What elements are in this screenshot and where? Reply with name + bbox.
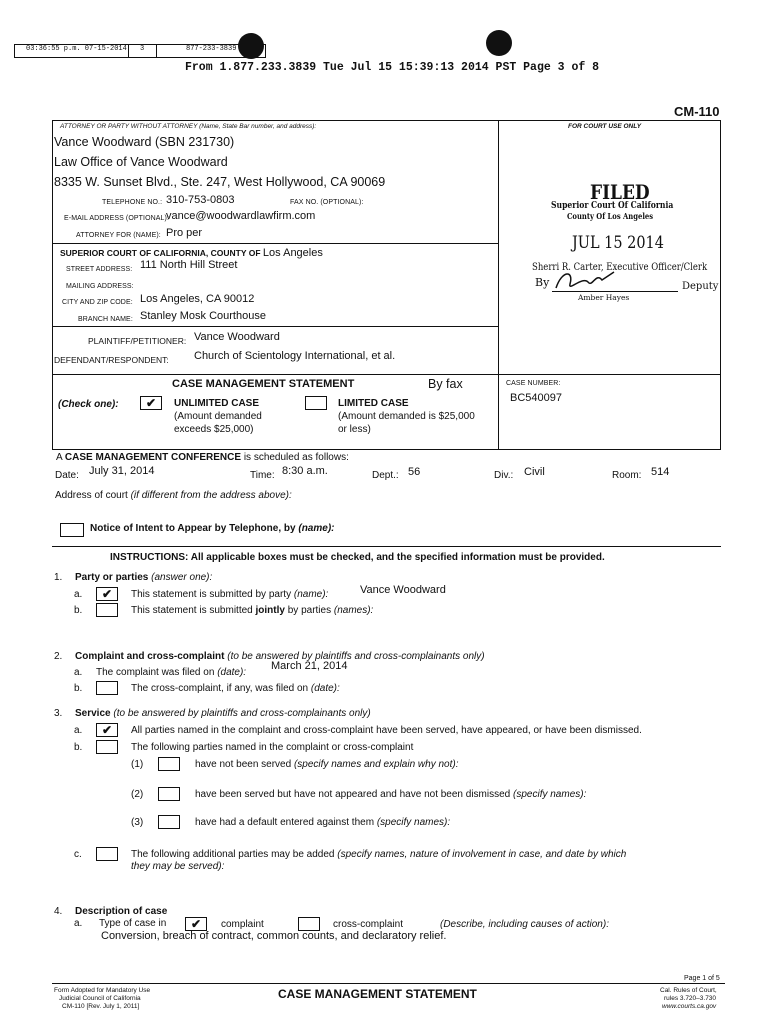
item3c-note2: they may be served): <box>131 861 225 872</box>
item4a-cross-checkbox[interactable] <box>298 917 320 931</box>
email-label: E-MAIL ADDRESS (OPTIONAL): <box>64 215 170 222</box>
item4a-complaint-label: complaint <box>221 919 264 930</box>
item3a-checkbox[interactable]: ✔ <box>96 723 118 737</box>
defendant-value: Church of Scientology International, et al. <box>194 350 396 362</box>
clerk-signature <box>552 266 622 296</box>
limited-case-label: LIMITED CASE <box>338 398 409 409</box>
item3c-checkbox[interactable] <box>96 847 118 861</box>
footer-right-2: rules 3.720–3.730 <box>664 995 717 1002</box>
item3b1-checkbox[interactable] <box>158 757 180 771</box>
fax-time: 03:36:55 p.m. 07-15-2014 <box>26 45 127 53</box>
fax-phone: 877-233-3839 <box>186 45 237 53</box>
item3b1-num: (1) <box>131 759 144 770</box>
item2a-text: The complaint was filed on (date): <box>96 667 247 678</box>
item3b3-checkbox[interactable] <box>158 815 180 829</box>
attorney-name: Vance Woodward (SBN 231730) <box>54 135 235 149</box>
item1a-text: This statement is submitted by party (name): <box>131 589 329 600</box>
unlimited-sub2: exceeds $25,000) <box>174 424 254 435</box>
item3-num: 3. <box>54 708 63 719</box>
attorney-label: ATTORNEY OR PARTY WITHOUT ATTORNEY (Name, State Bar number, and address): <box>60 123 317 130</box>
item3b-text: The following parties named in the complaint or cross-complaint <box>131 742 414 753</box>
plaintiff-value: Vance Woodward <box>194 331 280 343</box>
item4-title: Description of case <box>75 906 168 917</box>
stamp-officer: Sherri R. Carter, Executive Officer/Clerk <box>532 262 708 273</box>
item4a-text: Type of case in <box>99 918 167 929</box>
item1-title: Party or parties (answer one): <box>75 572 213 583</box>
item1-num: 1. <box>54 572 63 583</box>
stamp-county: County Of Los Angeles <box>567 211 654 221</box>
item1b-text: This statement is submitted jointly by parties (names): <box>131 605 374 616</box>
footer-left-2: Judicial Council of California <box>59 995 141 1002</box>
stamp-filed: FILED <box>590 180 650 204</box>
email-value: vance@woodwardlawfirm.com <box>166 210 316 222</box>
item4a-cross-label: cross-complaint <box>333 919 404 930</box>
div-label: Div.: <box>494 470 514 481</box>
item1b-letter: b. <box>74 605 83 616</box>
footer-right-1: Cal. Rules of Court, <box>660 987 717 994</box>
attorney-for-value: Pro per <box>166 227 203 239</box>
footer-right-3: www.courts.ca.gov <box>662 1003 717 1010</box>
item4a-note: (Describe, including causes of action): <box>440 919 609 930</box>
telephone-notice: Notice of Intent to Appear by Telephone, by (name): <box>90 523 335 534</box>
instructions: INSTRUCTIONS: All applicable boxes must be checked, and the specified information must be provided. <box>110 552 605 563</box>
attorney-for-label: ATTORNEY FOR (NAME): <box>76 232 161 239</box>
item3c-text: The following additional parties may be added (specify names, nature of involvement in case, and date by which <box>131 849 627 860</box>
stamp-date: JUL 15 2014 <box>572 233 664 253</box>
item1b-checkbox[interactable] <box>96 603 118 617</box>
item1a-value: Vance Woodward <box>360 584 446 596</box>
attorney-firm: Law Office of Vance Woodward <box>54 155 228 169</box>
item3-title: Service (to be answered by plaintiffs and cross-complainants only) <box>75 708 371 719</box>
dept-label: Dept.: <box>372 470 399 481</box>
item3b-checkbox[interactable] <box>96 740 118 754</box>
check-one-label: (Check one): <box>58 399 119 410</box>
item4a-complaint-checkbox[interactable]: ✔ <box>185 917 207 931</box>
item2a-value: March 21, 2014 <box>271 660 348 672</box>
item1a-checkbox[interactable]: ✔ <box>96 587 118 601</box>
item1a-letter: a. <box>74 589 83 600</box>
branch-label: BRANCH NAME: <box>78 316 133 323</box>
court-address-label: Address of court (if different from the address above): <box>55 490 292 501</box>
limited-case-checkbox[interactable] <box>305 396 327 410</box>
case-number-label: CASE NUMBER: <box>506 380 561 387</box>
form-id: CM-110 <box>674 104 720 119</box>
time-value: 8:30 a.m. <box>282 465 328 477</box>
conference-intro: A CASE MANAGEMENT CONFERENCE is scheduled as follows: <box>56 452 349 463</box>
div-value: Civil <box>524 466 545 478</box>
stamp-court: Superior Court Of California <box>551 201 674 211</box>
item3b3-text: have had a default entered against them (specify names): <box>195 817 451 828</box>
stamp-deputy-name: Amber Hayes <box>578 293 630 302</box>
branch-value: Stanley Mosk Courthouse <box>140 310 266 322</box>
item3b-letter: b. <box>74 742 83 753</box>
footer-left-1: Form Adopted for Mandatory Use <box>54 987 151 994</box>
unlimited-sub1: (Amount demanded <box>174 411 262 422</box>
unlimited-case-label: UNLIMITED CASE <box>174 398 259 409</box>
item3b3-num: (3) <box>131 817 144 828</box>
item4-num: 4. <box>54 906 63 917</box>
date-label: Date: <box>55 470 79 481</box>
date-value: July 31, 2014 <box>89 465 155 477</box>
city-value: Los Angeles, CA 90012 <box>140 293 255 305</box>
plaintiff-label: PLAINTIFF/PETITIONER: <box>88 336 187 346</box>
punch-hole-2 <box>486 30 512 56</box>
time-label: Time: <box>250 470 275 481</box>
item2-title: Complaint and cross-complaint (to be answered by plaintiffs and cross-complainants only) <box>75 651 485 662</box>
item2-num: 2. <box>54 651 63 662</box>
street-value: 111 North Hill Street <box>140 259 238 271</box>
footer-left-3: CM-110 [Rev. July 1, 2011] <box>62 1003 140 1010</box>
court-use-label: FOR COURT USE ONLY <box>568 123 642 130</box>
mailing-label: MAILING ADDRESS: <box>66 283 134 290</box>
attorney-address: 8335 W. Sunset Blvd., Ste. 247, West Hollywood, CA 90069 <box>54 175 386 189</box>
room-value: 514 <box>651 466 670 478</box>
item3c-letter: c. <box>74 849 82 860</box>
stamp-deputy: Deputy <box>682 281 719 292</box>
item4a-value: Conversion, breach of contract, common counts, and declaratory relief. <box>101 930 447 942</box>
by-fax-note: By fax <box>428 377 463 391</box>
item3b2-checkbox[interactable] <box>158 787 180 801</box>
defendant-label: DEFENDANT/RESPONDENT: <box>54 355 169 365</box>
limited-sub2: or less) <box>338 424 371 435</box>
case-number-value: BC540097 <box>510 392 562 404</box>
city-label: CITY AND ZIP CODE: <box>62 299 133 306</box>
statement-title: CASE MANAGEMENT STATEMENT <box>172 378 355 390</box>
telephone-value: 310-753-0803 <box>166 194 235 206</box>
item3b2-text: have been served but have not appeared and have not been dismissed (specify names): <box>195 789 587 800</box>
telephone-label: TELEPHONE NO.: <box>102 199 163 206</box>
punch-hole-1 <box>238 33 264 59</box>
dept-value: 56 <box>408 466 421 478</box>
unlimited-case-checkbox[interactable]: ✔ <box>140 396 162 410</box>
fax-header-line: From 1.877.233.3839 Tue Jul 15 15:39:13 2014 PST Page 3 of 8 <box>185 61 600 74</box>
item3b1-text: have not been served (specify names and explain why not): <box>195 759 459 770</box>
item3a-letter: a. <box>74 725 83 736</box>
footer-title: CASE MANAGEMENT STATEMENT <box>278 987 477 1001</box>
fax-no-label: FAX NO. (OPTIONAL): <box>290 199 364 206</box>
limited-sub1: (Amount demanded is $25,000 <box>338 411 475 422</box>
item2a-letter: a. <box>74 667 83 678</box>
court-heading: SUPERIOR COURT OF CALIFORNIA, COUNTY OF Los Angeles <box>60 247 323 259</box>
item2b-letter: b. <box>74 683 83 694</box>
street-label: STREET ADDRESS: <box>66 266 133 273</box>
fax-page-num: 3 <box>140 45 145 53</box>
item4a-letter: a. <box>74 918 83 929</box>
footer-page: Page 1 of 5 <box>684 975 720 982</box>
stamp-by: By <box>535 276 550 289</box>
telephone-appearance-checkbox[interactable] <box>60 523 84 537</box>
item3b2-num: (2) <box>131 789 144 800</box>
item3a-text: All parties named in the complaint and cross-complaint have been served, have appeared, or have been dismissed. <box>131 725 642 736</box>
item2b-checkbox[interactable] <box>96 681 118 695</box>
court-county: Los Angeles <box>262 247 323 259</box>
item2b-text: The cross-complaint, if any, was filed on (date): <box>131 683 340 694</box>
room-label: Room: <box>612 470 642 481</box>
